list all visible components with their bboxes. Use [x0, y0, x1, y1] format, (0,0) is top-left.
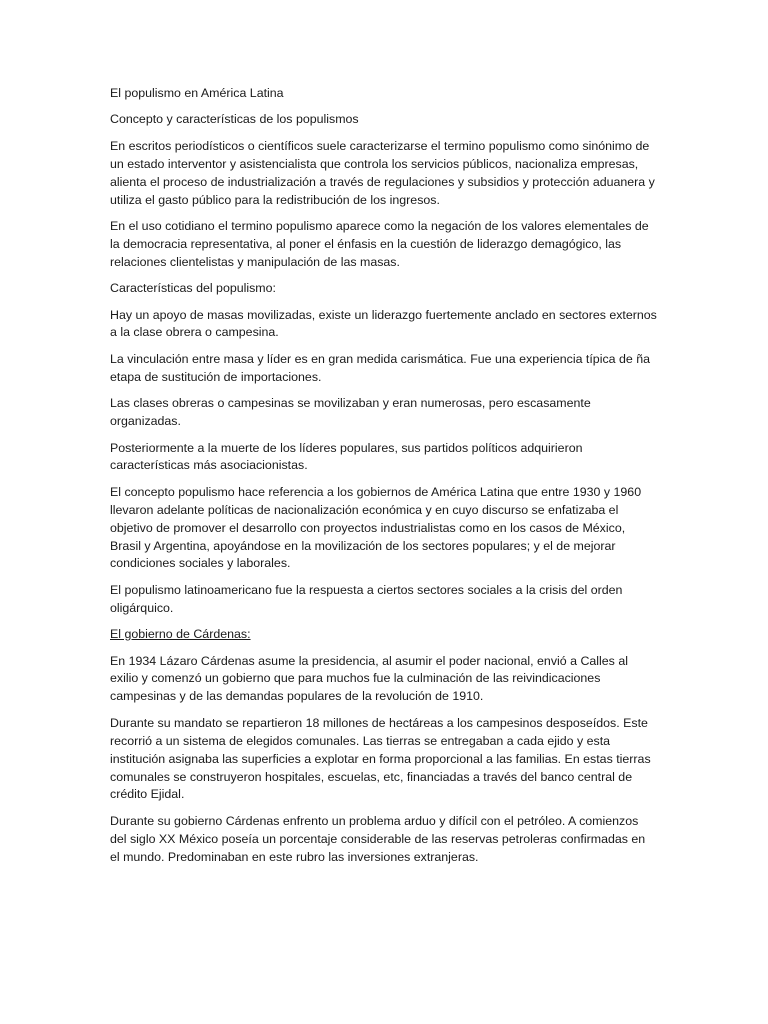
paragraph: La vinculación entre masa y líder es en gran medida carismática. Fue una experiencia típica de ña etapa de sustitución de importaciones.: [110, 351, 650, 384]
section-heading-cardenas: El gobierno de Cárdenas:: [110, 627, 251, 642]
paragraph: El concepto populismo hace referencia a los gobiernos de América Latina que entre 1930 y 1960 llevaron adelante políticas de nacionalización económica y en cuyo discurso se enfatizaba el objetivo de promover el desarrollo con proyectos industrialistas como en los casos de México, Brasil y Argentina, apoyándose en la movilización de los sectores populares; y el de mejorar condiciones sociales y laborales.: [110, 484, 642, 571]
document-page: [110, 85, 658, 875]
document-title: El populismo en América Latina: [110, 86, 284, 100]
paragraph: Hay un apoyo de masas movilizadas, existe un liderazgo fuertemente anclado en sectores externos a la clase obrera o campesina.: [110, 307, 657, 340]
paragraph: Posteriormente a la muerte de los líderes populares, sus partidos políticos adquirieron características más asociacionistas.: [110, 440, 583, 473]
paragraph: El populismo latinoamericano fue la respuesta a ciertos sectores sociales a la crisis del orden oligárquico.: [110, 582, 623, 615]
paragraph: En 1934 Lázaro Cárdenas asume la presidencia, al asumir el poder nacional, envió a Calles al exilio y comenzó un gobierno que para muchos fue la culminación de las reivindicaciones campesinas y de las demandas populares de la revolución de 1910.: [110, 653, 628, 704]
paragraph: En el uso cotidiano el termino populismo aparece como la negación de los valores elementales de la democracia representativa, al poner el énfasis en la cuestión de liderazgo demagógico, las relaciones clientelistas y manipulación de las masas.: [110, 218, 649, 269]
paragraph: Durante su gobierno Cárdenas enfrento un problema arduo y difícil con el petróleo. A comienzos del siglo XX México poseía un porcentaje considerable de las reservas petroleras confirmadas en el mundo. Predominaban en este rubro las inversiones extranjeras.: [110, 813, 646, 864]
paragraph: Durante su mandato se repartieron 18 millones de hectáreas a los campesinos desposeídos. Este recorrió a un sistema de elegidos comunales. Las tierras se entregaban a cada ejido y esta institución asignaba las superficies a explotar en forma proporcional a las familias. En estas tierras comunales se construyeron hospitales, escuelas, etc, financiadas a través del banco central de crédito Ejidal.: [110, 715, 651, 802]
document-subtitle: Concepto y características de los populismos: [110, 112, 359, 127]
paragraph: En escritos periodísticos o científicos suele caracterizarse el termino populismo como sinónimo de un estado interventor y asistencialista que controla los servicios públicos, nacionaliza empresas, alienta el proceso de industrialización a través de regulaciones y subsidios y protección aduanera y utiliza el gasto público para la redistribución de los ingresos.: [110, 138, 655, 207]
paragraph: Las clases obreras o campesinas se movilizaban y eran numerosas, pero escasamente organizadas.: [110, 396, 591, 429]
section-heading-characteristics: Características del populismo:: [110, 281, 276, 296]
